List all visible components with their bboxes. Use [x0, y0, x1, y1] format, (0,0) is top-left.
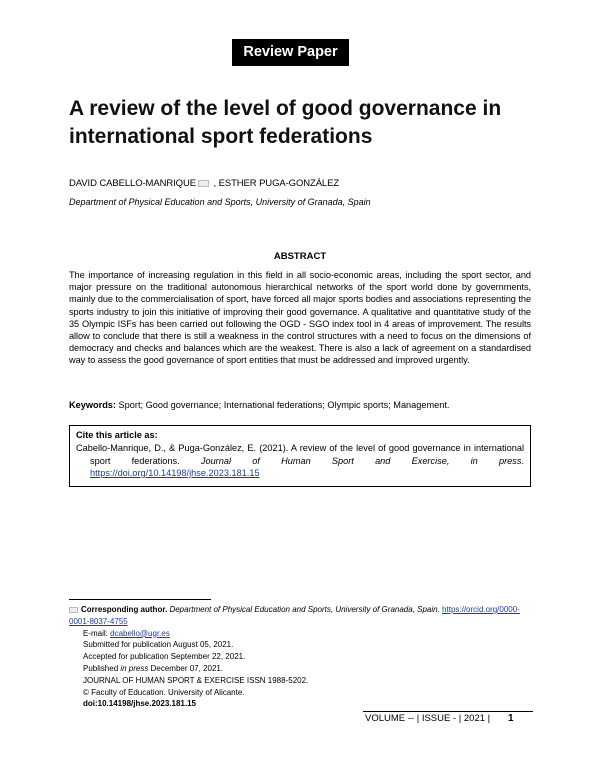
envelope-icon	[69, 607, 78, 613]
published-date	[69, 663, 533, 675]
citation-box	[69, 425, 531, 487]
citation-journal: Journal of Human Sport and Exercise	[200, 455, 447, 466]
citation-authors: Cabello-Manrique, D., & Puga-González, E. (2021). A review of the level of good governance in international sport federations.	[76, 443, 524, 466]
email-line	[69, 628, 533, 640]
footnote-rule	[69, 599, 211, 600]
orcid-link[interactable]: https://orcid.org/0000-0001-8037-4755	[69, 605, 520, 626]
page-footer-rule	[363, 711, 533, 712]
corresponding-author	[69, 604, 533, 628]
volume-info: VOLUME -- | ISSUE - | 2021 |	[365, 713, 491, 724]
doi-text: doi:10.14198/jhse.2023.181.15	[83, 699, 196, 709]
page-number: 1	[508, 713, 514, 724]
published-pre: Published	[83, 663, 121, 673]
paper-title: A review of the level of good governance in international sport federations	[69, 97, 502, 148]
doi	[69, 698, 533, 710]
citation-end: .	[521, 455, 524, 466]
footnote	[69, 604, 533, 710]
journal-issn: JOURNAL OF HUMAN SPORT & EXERCISE ISSN 1988-5202.	[83, 675, 309, 685]
abstract-text: The importance of increasing regulation in this field in all socio-economic areas, including the sport sector, and major pressure on the traditional autonomous hierarchical networks of the sport world done by governments, mainly due to the commercialisation of sport, have forced all major sports bodies and associations representing the sports industry to join this initiative of improving their good governance. A qualitative and quantitative study of the 35 Olympic ISFs has been carried out following the OGD - SGO index tool in 4 areas of improvement. The results allow to conclude that there is still a weakness in the control structures with a need to focus on the dimensions of democracy and checks and balances which are the weakest. There is also a lack of agreement on a standardised way to assess the good governance of sport entities that must be addressed and improved urgently.	[69, 270, 531, 366]
abstract-heading: ABSTRACT	[273, 251, 327, 262]
published-italic: in press	[120, 663, 149, 673]
copyright: © Faculty of Education. University of Alicante.	[83, 687, 245, 697]
author-name: ESTHER PUGA-GONZÁLEZ	[218, 178, 340, 189]
author-line	[69, 178, 339, 189]
email-label: E-mail:	[83, 628, 111, 638]
corresponding-label: Corresponding author.	[81, 605, 168, 614]
keywords-list: Sport; Good governance; International federations; Olympic sports; Management.	[115, 400, 450, 410]
article-type-banner: Review Paper	[232, 39, 349, 66]
corresponding-affiliation: Department of Physical Education and Sports, University of Granada, Spain.	[167, 605, 443, 614]
keywords-label: Keywords:	[69, 400, 116, 410]
citation-status: , in press	[446, 455, 522, 466]
author-separator: ,	[210, 178, 219, 189]
author-name: DAVID CABELLO-MANRIQUE	[69, 178, 196, 189]
citation-heading: Cite this article as:	[76, 430, 158, 440]
citation-doi-link[interactable]: https://doi.org/10.14198/jhse.2023.181.15	[90, 468, 260, 478]
envelope-icon[interactable]	[198, 180, 209, 187]
published-post: December 07, 2021.	[148, 663, 224, 673]
citation-text	[76, 442, 524, 480]
affiliation: Department of Physical Education and Sports, University of Granada, Spain	[69, 197, 371, 207]
keywords	[69, 400, 531, 410]
email-link[interactable]: dcabello@ugr.es	[110, 628, 170, 638]
submitted-date: Submitted for publication August 05, 2021.	[83, 640, 234, 650]
accepted-date: Accepted for publication September 22, 2021.	[83, 652, 246, 662]
